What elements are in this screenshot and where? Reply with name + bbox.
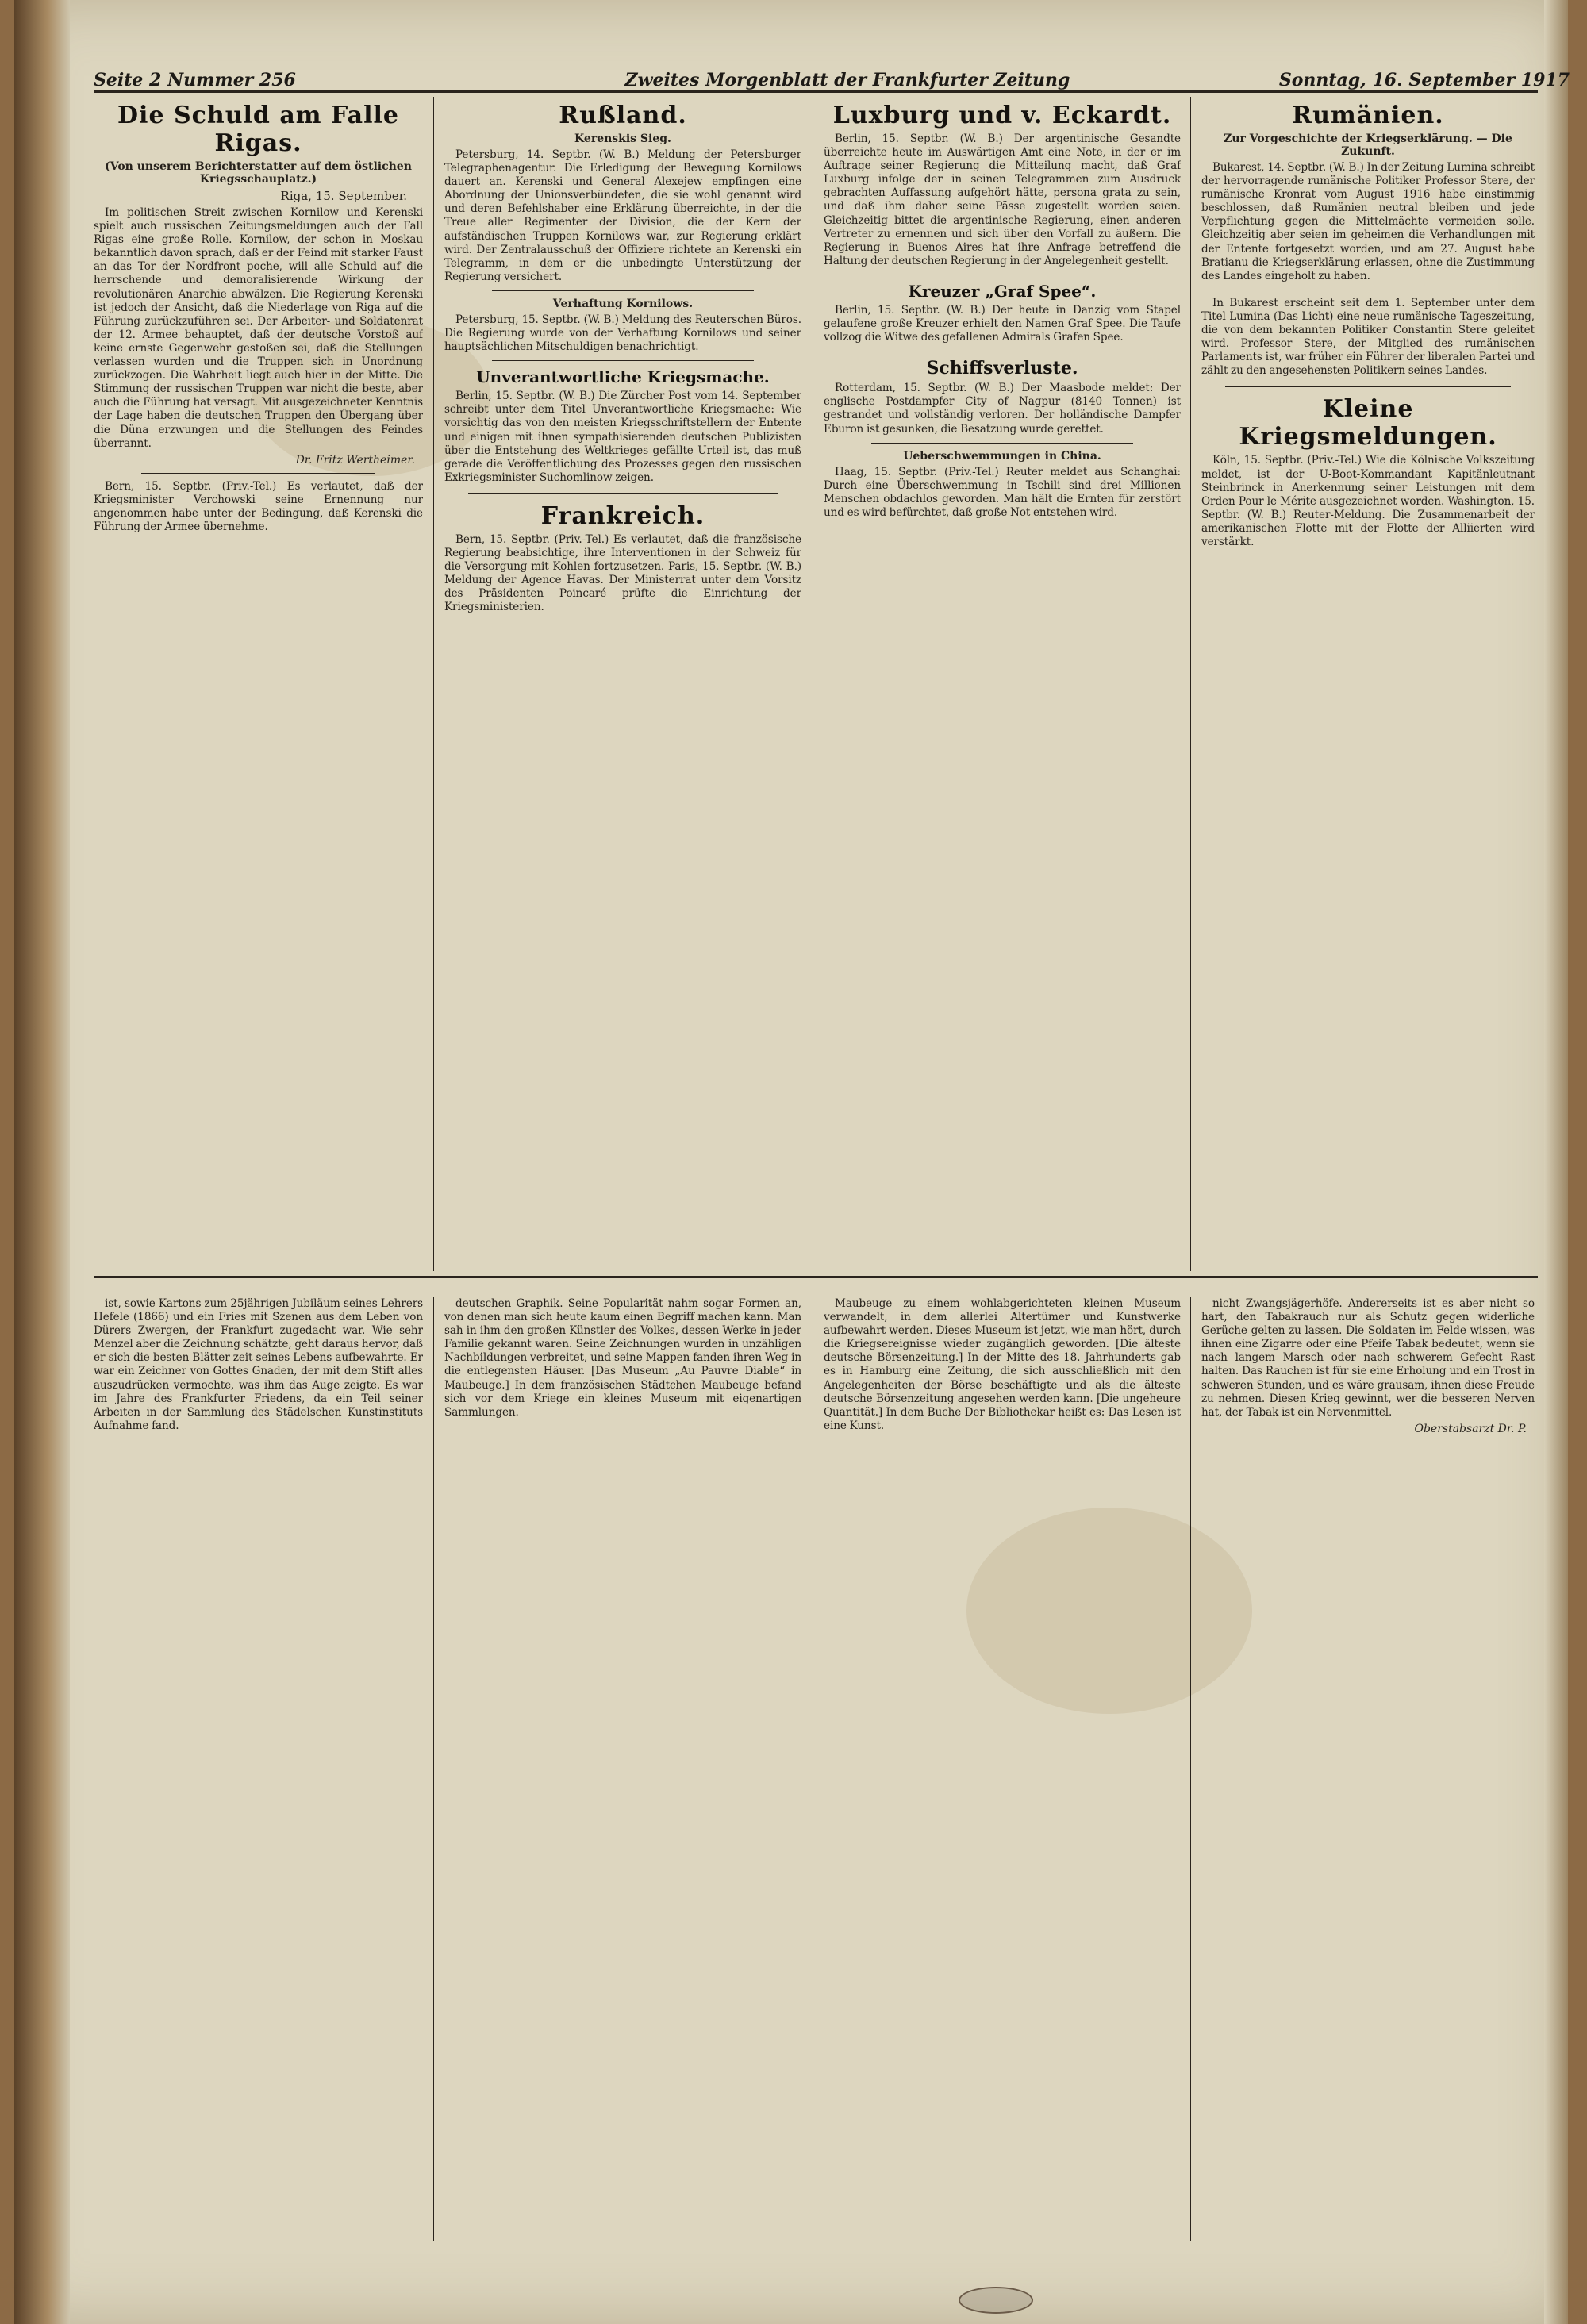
article-body: Bern, 15. Septbr. (Priv.-Tel.) Es verlautet, daß der Kriegsminister Verchowski seine Ernennung nur angenommen habe unter der Bedingung, daß Kerenski die Führung der Armee übernehme. [94, 479, 423, 533]
article-subheading: Kerenskis Sieg. [574, 133, 671, 145]
feuilleton-column-1 [94, 1297, 423, 2241]
column-divider [1190, 1297, 1191, 2241]
newspaper-edition-title: Zweites Morgenblatt der Frankfurter Zeitung [624, 70, 1070, 90]
article-divider [871, 443, 1133, 444]
article-divider [1225, 386, 1511, 387]
column-divider [433, 97, 434, 1271]
book-binding [14, 0, 70, 2324]
article-body: Berlin, 15. Septbr. (W. B.) Der heute in Danzig vom Stapel gelaufene große Kreuzer erhielt den Namen Graf Spee. Die Taufe vollzog die Witwe des gefallenen Admirals Grafen Spee. [824, 303, 1181, 344]
article-body: Berlin, 15. Septbr. (W. B.) Die Zürcher Post vom 14. September schreibt unter dem Titel Unverantwortliche Kriegsmache: Wie vorsichtig das von den meisten Kriegsschriftstellern der Entente und einigen mit ihnen sympathisierenden deutschen Publizisten über die Entstehung des Weltkrieges gefällte Urteil ist, das muß gerade die Veröffentlichung des Prozesses gegen den russischen Exkriegsminister Suchomlinow zeigen. [444, 390, 801, 484]
column-1 [94, 97, 423, 1271]
article-heading: Rußland. [559, 102, 687, 129]
masthead-rule [94, 90, 1538, 93]
newspaper-page [14, 0, 1568, 2324]
feuilleton-body: Maubeuge zu einem wohlabgerichteten kleinen Museum verwandelt, in dem allerlei Altertümer und Kunstwerke aufbewahrt werden. Dieses Museum ist jetzt, wie man hört, durch die Kriegsereignisse wieder zugänglich geworden. [Die älteste deutsche Börsenzeitung.] In der Mitte des 18. Jahrhunderts gab es in Hamburg eine Zeitung, die sich ausschließlich mit den Angelegenheiten der Börse beschäftigte und als die älteste deutsche Börsenzeitung angesehen werden kann. [Die ungeheure Quantität.] In dem Buche Der Bibliothekar heißt es: Das Lesen ist eine Kunst. [824, 1297, 1181, 1432]
article-heading: Luxburg und v. Eckardt. [832, 102, 1172, 129]
article-body: In Bukarest erscheint seit dem 1. September unter dem Titel Lumina (Das Licht) eine neue rumänische Tageszeitung, die von dem bekannten Politiker Constantin Stere geleitet wird. Professor Stere, der Mitglied des rumänischen Parlaments ist, war früher ein Führer der liberalen Partei und zählt zu den angesehensten Politikern seines Landes. [1201, 296, 1535, 378]
page-edge [1544, 0, 1568, 2324]
feuilleton-column-4 [1201, 1297, 1535, 2241]
feuilleton-rule [94, 1276, 1538, 1278]
article-body: Im politischen Streit zwischen Kornilow und Kerenski spielt auch russischen Zeitungsmeldungen auch der Fall Rigas eine große Rolle. Kornilow, der schon in Moskau bekanntlich davon sprach, daß er der Feind mit starker Faust an das Tor der Nordfront poche, will alle Schuld auf die herrschende und demoralisierende Wirkung der revolutionären Anarchie abwälzen. Die Regierung Kerenski ist jedoch der Ansicht, daß die Niederlage von Riga auf die Führung zurückzuführen sei. Der Arbeiter- und Soldatenrat der 12. Armee behauptet, daß der deutsche Vorstoß auf keine ernste Gegenwehr gestoßen sei, daß die Stellungen verlassen wurden und die Truppen sich in Unordnung zurückzogen. Die Wahrheit liegt auch hier in der Mitte. Die Stimmung der russischen Truppen war nicht die beste, aber auch die Führung hat versagt. Mit ausgezeichneter Kenntnis der Lage haben die deutschen Truppen den Übergang über die Düna erzwungen und die Stellungen des Feindes überrannt. [94, 206, 423, 450]
feuilleton-column-2 [444, 1297, 801, 2241]
issue-date: Sonntag, 16. September 1917 [1278, 70, 1570, 90]
feuilleton-column-3 [824, 1297, 1181, 2241]
article-body: Bukarest, 14. Septbr. (W. B.) In der Zeitung Lumina schreibt der hervorragende rumänische Politiker Professor Stere, der rumänische Kronrat vom August 1916 habe einstimmig beschlossen, daß Rumänien neutral bleiben und jede Verpflichtung gegen die Mittelmächte vermeiden solle. Gleichzeitig aber seien im geheimen die Verhandlungen mit der Entente fortgesetzt worden, und am 27. August habe Bratianu die Kriegserklärung erlassen, ohne die Zustimmung des Landes eingeholt zu haben. [1201, 161, 1535, 282]
column-4 [1201, 97, 1535, 1271]
article-body: Bern, 15. Septbr. (Priv.-Tel.) Es verlautet, daß die französische Regierung beabsichtige, ihre Interventionen in der Schweiz für die Versorgung mit Kohlen fortzusetzen. Paris, 15. Septbr. (W. B.) Meldung der Agence Havas. Der Ministerrat unter dem Vorsitz des Präsidenten Poincaré prüfte die Einrichtung der Kriegsministerien. [444, 532, 801, 614]
article-signature: Dr. Fritz Wertheimer. [295, 453, 415, 467]
article-heading: Unverantwortliche Kriegsmache. [476, 367, 770, 387]
article-body: Haag, 15. Septbr. (Priv.-Tel.) Reuter meldet aus Schanghai: Durch eine Überschwemmung in Tschili sind drei Millionen Menschen obdachlos geworden. Man hält die Ernten für zerstört und es wird befürchtet, daß große Not entstehen wird. [824, 465, 1181, 519]
article-heading: Rumänien. [1292, 102, 1444, 129]
article-heading: Die Schuld am Falle Rigas. [117, 102, 399, 157]
article-body: Berlin, 15. Septbr. (W. B.) Der argentinische Gesandte überreichte heute im Auswärtigen Amt eine Note, in der er im Auftrage seiner Regierung die Mitteilung macht, daß Graf Luxburg infolge der in seinen Telegrammen zum Ausdruck gebrachten Auffassung aufgehört hätte, persona grata zu sein, und daß ihm daher seine Pässe zugestellt worden seien. Gleichzeitig bittet die argentinische Regierung, einen anderen Vertreter zu ernennen und sich über den Vorfall zu äußern. Die Regierung in Buenos Aires hat ihre Anfrage betreffend die Haltung der deutschen Regierung in der Angelegenheit gestellt. [824, 133, 1181, 267]
feuilleton-signature: Oberstabsarzt Dr. P. [1414, 1422, 1527, 1435]
column-divider [433, 1297, 434, 2241]
article-divider [492, 290, 754, 291]
article-divider [492, 360, 754, 361]
article-subheading: (Von unserem Berichterstatter auf dem östlichen Kriegsschauplatz.) [105, 160, 412, 186]
article-body: Petersburg, 14. Septbr. (W. B.) Meldung der Petersburger Telegraphenagentur. Die Erledigung der Bewegung Kornilows dauert an. Kerenski und General Alexejew empfingen eine Abordnung der Unionsverbündeten, die sie wohl genannt wird und deren Befehlshaber eine Erklärung überreichte, in der die Treue aller Regimenter der Division, die der Kern der aufständischen Truppen Kornilows war, zur Regierung erklärt wird. Der Zentralausschuß der Offiziere richtete an Kerenski ein Telegramm, in dem er die unbedingte Unterstützung der Regierung versichert. [444, 148, 801, 283]
column-2 [444, 97, 801, 1271]
masthead [94, 62, 1570, 94]
article-dateline: Riga, 15. September. [280, 189, 407, 203]
article-heading: Kreuzer „Graf Spee“. [908, 281, 1097, 301]
article-subheading: Zur Vorgeschichte der Kriegserklärung. — Die Zukunft. [1224, 133, 1512, 158]
article-body: Petersburg, 15. Septbr. (W. B.) Meldung des Reuterschen Büros. Die Regierung wurde von der Verhaftung Kornilows und seiner hauptsächlichen Mitschuldigen benachrichtigt. [444, 313, 801, 354]
feuilleton-body: deutschen Graphik. Seine Popularität nahm sogar Formen an, von denen man sich heute kaum einen Begriff machen kann. Man sah in ihm den großen Künstler des Volkes, dessen Werke in jeder Familie gekannt waren. Seine Zeichnungen wurden in unzähligen Nachbildungen verbreitet, und seine Mappen fanden ihren Weg in die entlegensten Häuser. [Das Museum „Au Pauvre Diable“ in Maubeuge.] In dem französischen Städtchen Maubeuge befand sich vor dem Kriege ein kleines Museum mit eigenartigen Sammlungen. [444, 1297, 801, 1419]
feuilleton-body: ist, sowie Kartons zum 25jährigen Jubiläum seines Lehrers Hefele (1866) und ein Fries mit Szenen aus dem Leben von Dürers Zwergen, der Frankfurt zugedacht war. Wie sehr Menzel aber die Zeichnung schätzte, geht daraus hervor, daß er sich die besten Blätter zeit seines Lebens aufbewahrte. Er war ein Zeichner von Gottes Gnaden, der mit dem Stift alles auszudrücken vermochte, was ihm das Auge zeigte. Es war im Jahre des Frankfurter Friedens, da ein Teil seiner Arbeiten in der Sammlung des Städelschen Kunstinstituts Aufnahme fand. [94, 1297, 423, 1432]
article-body: Köln, 15. Septbr. (Priv.-Tel.) Wie die Kölnische Volkszeitung meldet, ist der U-Boot-Kommandant Kapitänleutnant Steinbrinck in Anerkennung seiner Leistungen mit dem Orden Pour le Mérite ausgezeichnet worden. Washington, 15. Septbr. (W. B.) Reuter-Meldung. Die Zusammenarbeit der amerikanischen Flotte mit der Flotte der Alliierten wird verstärkt. [1201, 454, 1535, 548]
paper-tear [959, 2287, 1033, 2314]
page-number: Seite 2 Nummer 256 [94, 70, 296, 90]
feuilleton-body: nicht Zwangsjägerhöfe. Andererseits ist es aber nicht so hart, den Tabakrauch nur als Schutz gegen widerliche Gerüche gelten zu lassen. Die Soldaten im Felde wissen, was ihnen eine Zigarre oder eine Pfeife Tabak bedeutet, wenn sie nach langem Marsch oder nach schwerem Gefecht Rast halten. Das Rauchen ist für sie eine Erholung und ein Trost in schweren Stunden, und es wäre grausam, ihnen diese Freude zu nehmen. Diesen Krieg gewinnt, wer die besseren Nerven hat, der Tabak ist ein Nervenmittel. [1201, 1297, 1535, 1419]
article-heading: Schiffsverluste. [926, 358, 1078, 379]
column-3 [824, 97, 1181, 1271]
column-divider [1190, 97, 1191, 1271]
article-body: Rotterdam, 15. Septbr. (W. B.) Der Maasbode meldet: Der englische Postdampfer City of Nagpur (8140 Tonnen) ist gestrandet und vollständig verloren. Der holländische Dampfer Eburon ist gesunken, die Besatzung wurde gerettet. [824, 382, 1181, 436]
article-divider [141, 473, 375, 474]
article-subheading: Ueberschwemmungen in China. [903, 449, 1101, 463]
article-heading: Kleine Kriegsmeldungen. [1239, 395, 1497, 451]
article-heading: Frankreich. [540, 501, 705, 530]
article-divider [468, 493, 778, 494]
article-subheading: Verhaftung Kornilows. [552, 297, 694, 310]
